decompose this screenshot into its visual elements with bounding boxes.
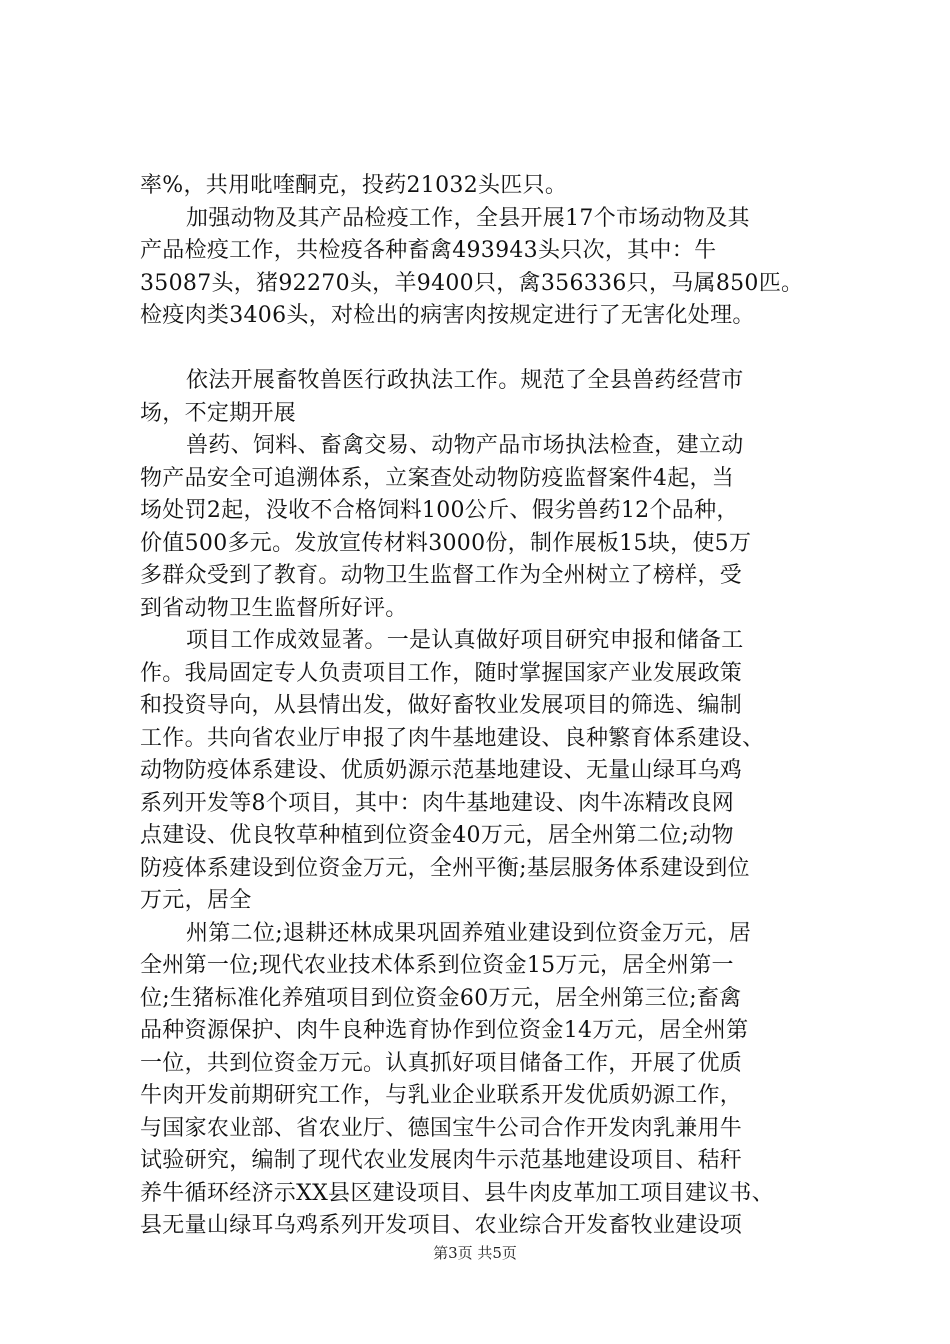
text-line: 全州第一位;现代农业技术体系到位资金15万元，居全州第一 — [140, 953, 734, 978]
text-line: 兽药、饲料、畜禽交易、动物产品市场执法检查，建立动 — [186, 433, 744, 458]
paragraph — [140, 365, 840, 430]
text-line: 与国家农业部、省农业厅、德国宝牛公司合作开发肉乳兼用牛 — [140, 1115, 743, 1141]
document-body — [140, 170, 840, 1243]
text-line: 场，不定期开展 — [140, 400, 297, 426]
text-line: 场处罚2起，没收不合格饲料100公斤、假劣兽药12个品种， — [140, 498, 739, 523]
text-line: 率%，共用吡喹酮克，投药21032头匹只。 — [140, 173, 568, 198]
text-line: 加强动物及其产品检疫工作，全县开展17个市场动物及其 — [186, 205, 750, 231]
text-line: 位;生猪标准化养殖项目到位资金60万元，居全州第三位;畜禽 — [140, 985, 742, 1011]
text-line: 项目工作成效显著。一是认真做好项目研究申报和储备工 — [186, 628, 744, 653]
text-line: 动物防疫体系建设、优质奶源示范基地建设、无量山绿耳乌鸡 — [140, 758, 743, 783]
text-line: 一位，共到位资金万元。认真抓好项目储备工作，开展了优质 — [140, 1050, 743, 1076]
page-footer — [0, 1242, 950, 1263]
text-line: 35087头，猪92270头，羊9400只，禽356336只，马属850匹。 — [140, 270, 804, 296]
text-line: 到省动物卫生监督所好评。 — [140, 595, 408, 621]
text-line: 县无量山绿耳乌鸡系列开发项目、农业综合开发畜牧业建设项 — [140, 1213, 743, 1238]
text-line: 物产品安全可追溯体系，立案查处动物防疫监督案件4起，当 — [140, 465, 735, 491]
text-line: 产品检疫工作，共检疫各种畜禽493943头只次，其中：牛 — [140, 238, 717, 263]
paragraph — [140, 203, 840, 333]
text-line: 点建设、优良牧草种植到位资金40万元，居全州第二位;动物 — [140, 823, 734, 848]
page-number-label: 第3页 共5页 — [433, 1244, 517, 1262]
text-line: 多群众受到了教育。动物卫生监督工作为全州树立了榜样，受 — [140, 563, 743, 588]
text-line: 系列开发等8个项目，其中：肉牛基地建设、肉牛冻精改良网 — [140, 790, 735, 816]
text-line: 作。我局固定专人负责项目工作，随时掌握国家产业发展政策 — [140, 660, 743, 686]
text-line: 养牛循环经济示XX县区建设项目、县牛肉皮革加工项目建议书、 — [140, 1180, 775, 1206]
text-line: 防疫体系建设到位资金万元，全州平衡;基层服务体系建设到位 — [140, 855, 750, 881]
text-line: 试验研究，编制了现代农业发展肉牛示范基地建设项目、秸秆 — [140, 1148, 743, 1173]
paragraph — [140, 918, 840, 1243]
text-line: 价值500多元。发放宣传材料3000份，制作展板15块，使5万 — [140, 530, 752, 556]
text-line: 州第二位;退耕还林成果巩固养殖业建设到位资金万元，居 — [186, 920, 752, 946]
text-line: 工作。共向省农业厅申报了肉牛基地建设、良种繁育体系建设、 — [140, 725, 765, 751]
text-line: 检疫肉类3406头，对检出的病害肉按规定进行了无害化处理。 — [140, 303, 755, 328]
paragraph — [140, 170, 840, 203]
text-line: 和投资导向，从县情出发，做好畜牧业发展项目的筛选、编制 — [140, 693, 743, 718]
paragraph — [140, 430, 840, 625]
text-line: 牛肉开发前期研究工作，与乳业企业联系开发优质奶源工作， — [140, 1083, 743, 1108]
text-line: 依法开展畜牧兽医行政执法工作。规范了全县兽药经营市 — [186, 368, 744, 393]
text-line: 万元，居全 — [140, 888, 252, 913]
paragraph — [140, 625, 840, 918]
paragraph-gap — [140, 333, 840, 366]
text-line: 品种资源保护、肉牛良种选育协作到位资金14万元，居全州第 — [140, 1018, 749, 1043]
